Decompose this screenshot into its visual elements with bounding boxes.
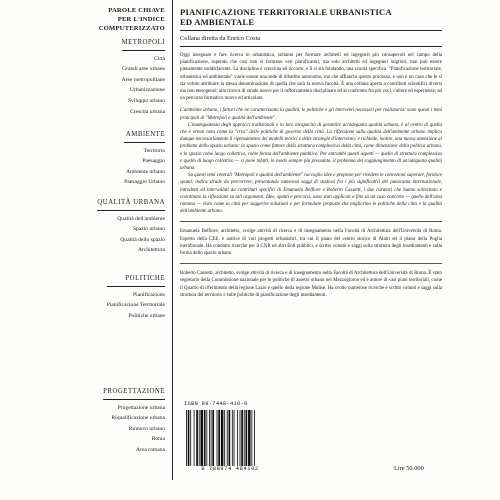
keyword-header-line: COMPUTERIZZATO [98, 25, 165, 33]
divider [180, 221, 442, 222]
barcode-bar [194, 410, 195, 466]
keyword-item: Qualità dello spazio [120, 236, 165, 243]
keyword-item: Città [154, 55, 165, 62]
barcode-bar [196, 410, 198, 466]
barcode-bar [237, 410, 238, 466]
barcode-bar [229, 410, 231, 466]
keyword-item: Pianificazione [133, 291, 165, 298]
author-bio-cassetti: Roberto Cassetti, architetto, svolge attività di ricerca e di insegnamento nella Facoltà di Architettura dell'Università di Roma. È stato segretario della Commissione nazionale per le politiche di assetto urbano nel Mezzogiorno ed è autore di vari piani territoriali, come il Quadro di riferimento della regione Lazio e quello della regione Molise. Ha svolto numerose ricerche e scritto volumi e saggi sulla struttura del territorio e sulle politiche di pianificazione degli insediamenti. [180, 271, 442, 298]
isbn-label: ISBN 88-7448-410-0 [184, 401, 248, 407]
barcode-bar [221, 410, 224, 466]
keyword-section-progettazione [103, 387, 165, 456]
keyword-item: Crescita urbana [130, 108, 165, 115]
barcode-bar [232, 410, 233, 466]
keyword-section-title: AMBIENTE [124, 130, 165, 143]
price-label: Lire 50.000 [394, 465, 424, 472]
barcode-bar [212, 410, 214, 466]
series-intro-paragraph: Oggi insegnare e fare ricerca in urbanistica, soltanto per formare architetti ed ingegneri più consapevoli nel campo della pianificazione, sapendo che così non si formano veri pianificatori, ma solo architetti ed ingegneri migliori, non può essere pienamente soddisfacente. La disciplina è cresciuta ed occorre, e lì si sta fondando, una scuola specifica. "Pianificazione territoriale, urbanistica ed ambientale" vuole essere una sede di dibattito autonomo, ma che affianchi questo processo, e non è un caso che le si sia voluto attribuire la stessa denominazione di quella che sarà la nuova facoltà. È una collana aperta a contributi scientifici diversi ma non eterogenei; alla ricerca di strade nuove per il rafforzamento disciplinare ed al confronto fra più voci, culture ed esperienze; ad un percorso formativo nuovo ed articolato. [180, 53, 442, 102]
keyword-item: Pianificazione Territoriale [106, 302, 165, 309]
keyword-section-metropoli [122, 38, 165, 117]
keyword-item: Grandi aree urbane [122, 66, 165, 73]
keyword-section-qualita [97, 198, 165, 256]
barcode-bar [200, 410, 203, 466]
barcode-bar [190, 410, 191, 466]
barcode-bar [206, 410, 207, 466]
barcode-bar [251, 410, 252, 466]
series-title [180, 7, 442, 27]
keyword-index-column [54, 0, 173, 480]
keyword-section-ambiente [124, 130, 165, 188]
keyword-item: Politiche urbane [128, 312, 165, 319]
divider [180, 46, 442, 47]
barcode-bar [188, 410, 190, 466]
keyword-item: Urbanizzazione [129, 87, 165, 94]
keyword-section-politiche [107, 274, 165, 321]
barcode-digits: 9 788874 484102 [201, 466, 259, 472]
series-title-line: ED AMBIENTALE [180, 17, 255, 27]
barcode-bar [234, 410, 235, 466]
author-bio-belfiore: Emanuela Belfiore, architetto, svolge attività di ricerca e di insegnamento nella Facoltà di Architettura dell'Università di Roma. Esperto della CEE, è autrice di vari progetti urbanistici, tra cui il piano del centro storico di Alatri ed il piano della Puglia meridionale. Ha condotto ricerche per il CNR ed altri Enti pubblici, e scritto volumi e saggi sulla struttura degli insediamenti e sulla forma dello spazio urbano. [180, 229, 442, 257]
keyword-item: Territorio [143, 147, 165, 154]
keyword-section-title: POLITICHE [107, 274, 165, 287]
keyword-item: Aree metropolitane [121, 76, 165, 83]
barcode-bar [244, 410, 245, 466]
keyword-section-title: PROGETTAZIONE [103, 387, 165, 400]
series-title-line: PIANIFICAZIONE TERRITORIALE URBANISTICA [180, 7, 392, 17]
keyword-item: Spazio urbano [132, 226, 165, 233]
barcode-image [184, 410, 276, 466]
keyword-item: Paesaggio [142, 158, 165, 165]
barcode-bar [209, 410, 210, 466]
series-editor: Collana diretta da Enrico Costa [180, 35, 261, 42]
divider [180, 263, 442, 264]
barcode-bar [240, 410, 241, 466]
barcode-bar [246, 410, 248, 466]
keyword-section-title: QUALITÀ URBANA [97, 198, 165, 211]
keyword-index-header [54, 0, 172, 34]
barcode-bar [254, 410, 255, 466]
barcode-bar [186, 410, 187, 466]
barcode-bar [217, 410, 218, 466]
keyword-item: Area romana [135, 446, 165, 453]
barcode-bar [227, 410, 228, 466]
book-summary-paragraph: L'inadeguatezza degli approcci tradizionali e la loro incapacità di garantire un'adeguata qualità urbana, è al centro di quella che è ormai nota come la "crisi" delle politiche di governo della città. La riflessione sulla qualità dell'ambiente urbano implica dunque necessariamente il ripensamento dei modelli teorici e delle strategie d'intervento; e richiede, inoltre, una nuova attenzione ai problemi dello spazio urbano: lo spazio come fattore della struttura complessiva della città, come dimensione della politica urbana, e lo spazio come luogo collettivo, come forma dell'ambiente pubblico. Per entrambi questi aspetti — quello di struttura complessiva e quello di luogo collettivo — si pone infatti, in modo sempre più pressante, il problema del raggiungimento di un'adeguata qualità urbana. [180, 122, 442, 172]
keyword-item: Architettura [137, 247, 165, 254]
keyword-item: Ambiente urbano [126, 168, 165, 175]
barcode-bar [218, 410, 220, 466]
keyword-header-line: PAROLE CHIAVE [108, 7, 165, 14]
keyword-item: Paesaggio Urbano [124, 179, 165, 186]
keyword-item: Riqualificazione urbana [111, 415, 165, 422]
divider [180, 30, 442, 31]
barcode-bar [224, 410, 225, 466]
keyword-item: Roma [151, 436, 165, 443]
keyword-item: Qualità dell'ambiente [117, 215, 165, 222]
keyword-item: Progettazione urbana [117, 404, 165, 411]
book-summary-paragraph: Su questi temi centrali "Metropoli e qualità dell'ambiente" raccoglie idee e proposte per rivedere le concezioni superate, fornisce spunti, indica strade da percorrere, presentando numerosi saggi di studiosi fra i più significativi del panorama internazionale, introdotti ed intervallati da contributi specifici di Emanuela Belfiore e Roberto Cassetti, i due curatori che hanno sollecitato e coordinato la riflessione su tali argomenti. Idee, spunti e percorsi, sono stati applicati a fine su un caso concreto — quello dell'area romana — visto come la città per suggerire soluzioni e per formulare proposte che migliorino le politiche della città e la qualità dell'ambiente urbano. [180, 173, 442, 215]
barcode-bar [211, 410, 212, 466]
keyword-header-line: PER L'INDICE [117, 16, 165, 24]
barcode-bar [241, 410, 243, 466]
barcode-bar [248, 410, 251, 466]
keyword-item: Sviluppo urbano [127, 97, 165, 104]
book-summary-paragraph: L'ambiente urbano, i fattori che ne caratterizzano la qualità, le politiche e gli interventi necessari per realizzarla: sono questi i temi principali di "Metropoli e qualità dell'ambiente". [180, 108, 442, 121]
keyword-item: Rinnovo urbano [128, 425, 165, 432]
keyword-section-title: METROPOLI [122, 38, 165, 51]
barcode-bar [199, 410, 200, 466]
barcode-bar [204, 410, 206, 466]
